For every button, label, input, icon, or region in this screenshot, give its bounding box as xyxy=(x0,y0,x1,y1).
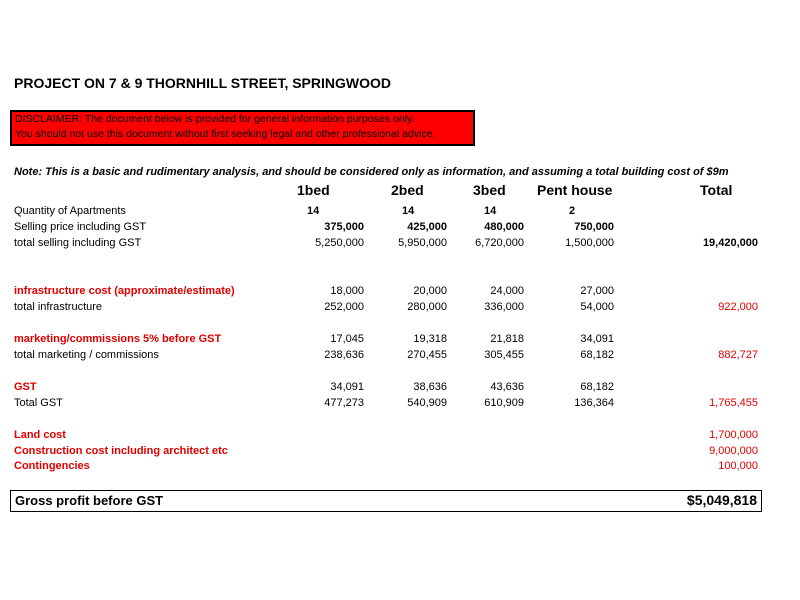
row-label-total-selling: total selling including GST xyxy=(14,237,142,249)
cell-total-selling-2bed: 5,950,000 xyxy=(398,237,447,249)
cell-construction-cost-total: 9,000,000 xyxy=(709,445,758,457)
cell-total-gst-2bed: 540,909 xyxy=(407,397,447,409)
cell-marketing-1bed: 17,045 xyxy=(330,333,364,345)
cell-total-selling-3bed: 6,720,000 xyxy=(475,237,524,249)
row-label-marketing: marketing/commissions 5% before GST xyxy=(14,333,222,345)
cell-land-cost-total: 1,700,000 xyxy=(709,429,758,441)
row-label-infrastructure-cost: infrastructure cost (approximate/estimate) xyxy=(14,285,235,297)
cell-quantity-1bed: 14 xyxy=(307,205,320,217)
cell-total-infrastructure-3bed: 336,000 xyxy=(484,301,524,313)
header-penthouse: Pent house xyxy=(537,182,613,198)
cell-infrastructure-cost-2bed: 20,000 xyxy=(413,285,447,297)
cell-marketing-3bed: 21,818 xyxy=(490,333,524,345)
cell-infrastructure-cost-3bed: 24,000 xyxy=(490,285,524,297)
cell-total-marketing-3bed: 305,455 xyxy=(484,349,524,361)
cell-contingencies-total: 100,000 xyxy=(718,460,758,472)
cell-selling-price-3bed: 480,000 xyxy=(484,221,524,233)
cell-marketing-penthouse: 34,091 xyxy=(580,333,614,345)
cell-total-marketing-2bed: 270,455 xyxy=(407,349,447,361)
header-2bed: 2bed xyxy=(391,182,424,198)
row-label-quantity: Quantity of Apartments xyxy=(14,205,126,217)
cell-total-marketing-total: 882,727 xyxy=(718,349,758,361)
gross-profit-value: $5,049,818 xyxy=(686,492,757,508)
cell-gst-1bed: 34,091 xyxy=(330,381,364,393)
cell-marketing-2bed: 19,318 xyxy=(413,333,447,345)
cell-gst-2bed: 38,636 xyxy=(413,381,447,393)
cell-selling-price-2bed: 425,000 xyxy=(407,221,447,233)
cell-total-selling-total: 19,420,000 xyxy=(702,237,758,249)
cell-gst-penthouse: 68,182 xyxy=(580,381,614,393)
cell-total-selling-penthouse: 1,500,000 xyxy=(565,237,614,249)
page-title: PROJECT ON 7 & 9 THORNHILL STREET, SPRINGWOOD xyxy=(14,75,392,91)
cell-total-marketing-1bed: 238,636 xyxy=(324,349,364,361)
cell-total-marketing-penthouse: 68,182 xyxy=(580,349,614,361)
cell-total-gst-3bed: 610,909 xyxy=(484,397,524,409)
cell-infrastructure-cost-1bed: 18,000 xyxy=(330,285,364,297)
cell-selling-price-1bed: 375,000 xyxy=(324,221,364,233)
disclaimer-box xyxy=(10,110,475,146)
cell-quantity-penthouse: 2 xyxy=(569,205,576,217)
row-label-gst: GST xyxy=(14,381,37,393)
cell-total-gst-total: 1,765,455 xyxy=(709,397,758,409)
header-3bed: 3bed xyxy=(473,182,506,198)
cell-quantity-2bed: 14 xyxy=(402,205,415,217)
analysis-note: Note: This is a basic and rudimentary analysis, and should be considered only as information, and assuming a total building cost of $9m xyxy=(14,166,729,178)
disclaimer-line-1: DISCLAIMER: The document below is provided for general information purposes only. xyxy=(15,113,415,125)
cell-quantity-3bed: 14 xyxy=(484,205,497,217)
row-label-total-marketing: total marketing / commissions xyxy=(14,349,159,361)
row-label-construction-cost: Construction cost including architect etc xyxy=(14,445,228,457)
gross-profit-label: Gross profit before GST xyxy=(15,493,164,508)
disclaimer-line-2: You should not use this document without first seeking legal and other professional advice. xyxy=(15,128,436,140)
row-label-contingencies: Contingencies xyxy=(14,460,90,472)
cell-total-selling-1bed: 5,250,000 xyxy=(315,237,364,249)
cell-selling-price-penthouse: 750,000 xyxy=(574,221,614,233)
gross-profit-box xyxy=(10,490,762,512)
cell-infrastructure-cost-penthouse: 27,000 xyxy=(580,285,614,297)
header-total: Total xyxy=(700,182,733,198)
cell-total-gst-1bed: 477,273 xyxy=(324,397,364,409)
cell-gst-3bed: 43,636 xyxy=(490,381,524,393)
cell-total-gst-penthouse: 136,364 xyxy=(574,397,614,409)
row-label-total-gst: Total GST xyxy=(14,397,63,409)
row-label-selling-price: Selling price including GST xyxy=(14,221,147,233)
cell-total-infrastructure-penthouse: 54,000 xyxy=(580,301,614,313)
row-label-land-cost: Land cost xyxy=(14,429,66,441)
cell-total-infrastructure-1bed: 252,000 xyxy=(324,301,364,313)
header-1bed: 1bed xyxy=(297,182,330,198)
cell-total-infrastructure-2bed: 280,000 xyxy=(407,301,447,313)
cell-total-infrastructure-total: 922,000 xyxy=(718,301,758,313)
row-label-total-infrastructure: total infrastructure xyxy=(14,301,103,313)
